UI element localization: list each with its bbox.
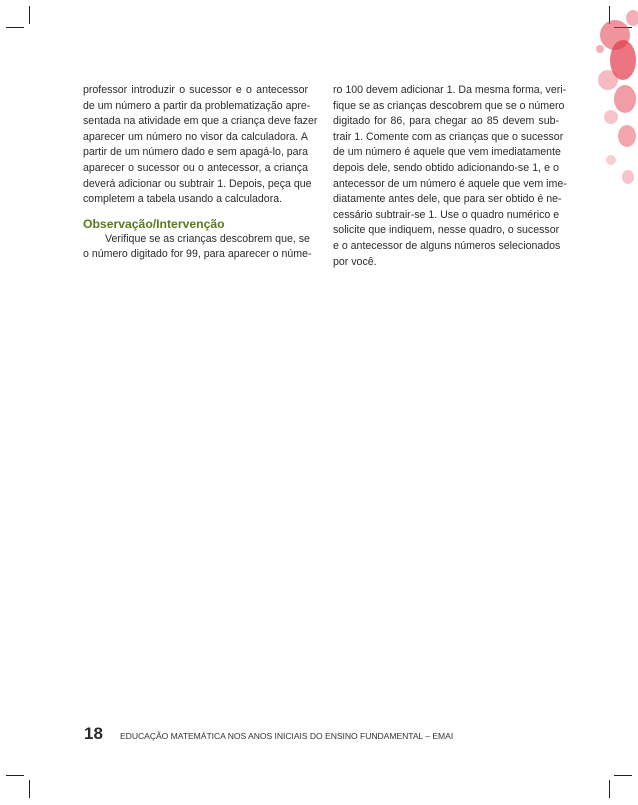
crop-mark [614,775,632,776]
text-line: aparecer o sucessor ou o antecessor, a criança [83,161,308,174]
text-line: e o antecessor de alguns números selecionados [333,239,561,252]
text-line: aparecer um número no visor da calculadora. A [83,130,308,143]
crop-mark [29,780,30,798]
crop-mark [609,780,610,798]
paragraph [83,232,312,263]
text-line: depois dele, sendo obtido adicionando-se 1, e o [333,161,559,174]
crop-mark [6,27,24,28]
text-line: digitado for 86, para chegar ao 85 devem sub- [333,115,559,128]
paragraph [333,83,567,270]
text-line: por você. [333,255,377,268]
text-line: professor introduzir o sucessor e o antecessor [83,84,308,96]
decorative-splatter [596,10,638,210]
crop-mark [6,775,24,776]
text-line: o número digitado for 99, para aparecer o núme- [83,248,312,261]
left-column [83,83,318,263]
text-line: cessário subtrair-se 1. Use o quadro numérico e [333,208,560,221]
text-line: fique se as crianças descobrem que se o número [333,99,565,112]
text-line: solicite que indiquem, nesse quadro, o sucessor [333,224,560,237]
text-line: de um número a partir da problematização apre- [83,99,311,112]
section-heading: Observação/Intervenção [83,216,225,231]
right-column [333,83,567,270]
text-line: Verifique se as crianças descobrem que, se [105,232,310,245]
text-line: deverá adicionar ou subtrair 1. Depois, peça que [83,177,312,190]
paragraph [83,83,318,208]
text-line: diatamente antes dele, que para ser obtido é ne- [333,193,562,206]
crop-mark [29,6,30,24]
text-line: sentada na atividade em que a criança deve fazer [83,115,318,128]
text-line: trair 1. Comente com as crianças que o sucessor [333,130,564,143]
text-line: antecessor de um número é aquele que vem ime- [333,177,567,190]
text-line: partir de um número dado e sem apagá-lo, para [83,146,308,159]
running-title: EDUCAÇÃO MATEMÁTICA NOS ANOS INICIAIS DO ENSINO FUNDAMENTAL – EMAI [120,731,454,741]
text-line: completem a tabela usando a calculadora. [83,193,283,206]
text-line: de um número é aquele que vem imediatamente [333,146,561,159]
page-number: 18 [84,724,103,743]
text-line: ro 100 devem adicionar 1. Da mesma forma, veri- [333,84,567,96]
